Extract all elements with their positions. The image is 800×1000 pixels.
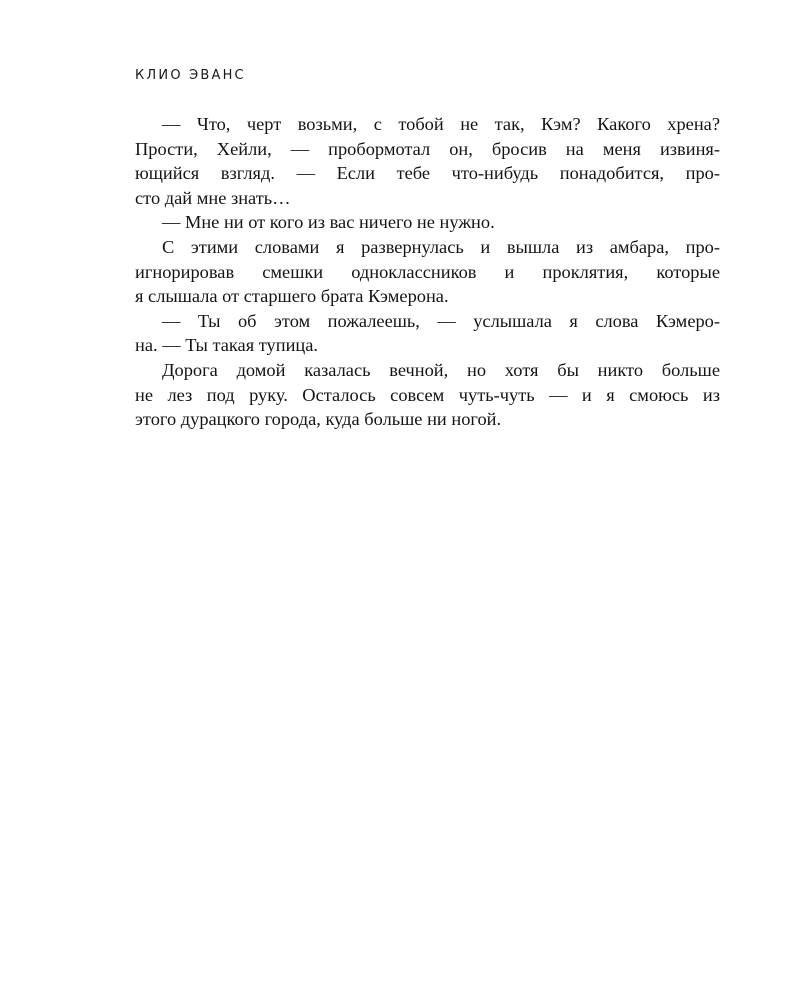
text-line: Прости, Хейли, — пробормотал он, бросив на меня извиня- xyxy=(135,138,720,159)
text-line: я слышала от старшего брата Кэмерона. xyxy=(135,286,449,307)
text-line: сто дай мне знать… xyxy=(135,187,291,208)
text-line: — Ты об этом пожалеешь, — услышала я слова Кэмеро- xyxy=(162,310,720,331)
text-line: — Мне ни от кого из вас ничего не нужно. xyxy=(162,212,495,233)
text-line: Дорога домой казалась вечной, но хотя бы никто больше xyxy=(162,359,720,380)
running-head-author: КЛИО ЭВАНС xyxy=(135,68,246,83)
text-line: — Что, черт возьми, с тобой не так, Кэм? Какого хрена? xyxy=(162,114,720,134)
text-line: не лез под руку. Осталось совсем чуть-чуть — и я смоюсь из xyxy=(135,384,720,405)
text-line: на. — Ты такая тупица. xyxy=(135,335,319,356)
text-line: С этими словами я развернулась и вышла из амбара, про- xyxy=(162,236,720,257)
text-line: этого дурацкого города, куда больше ни ногой. xyxy=(135,409,502,430)
text-line: игнорировав смешки одноклассников и проклятия, которые xyxy=(135,261,720,282)
text-line: ющийся взгляд. — Если тебе что-нибудь понадобится, про- xyxy=(135,163,720,184)
body-text xyxy=(135,112,720,432)
